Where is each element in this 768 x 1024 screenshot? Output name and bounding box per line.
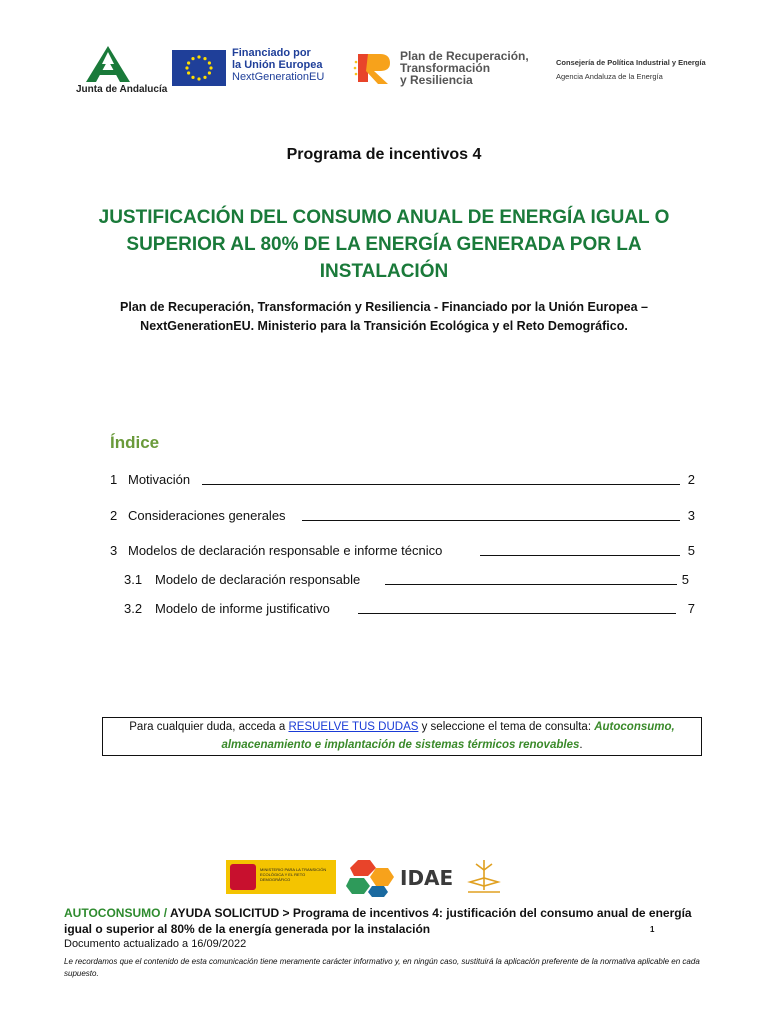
legal-disclaimer: Le recordamos que el contenido de esta comunicación tiene meramente carácter informativo y, en ningún caso, sustituirá la aplicación preferente de la normativa aplicable en cada supuesto. xyxy=(64,957,700,978)
ministerio-label: MINISTERIO PARA LA TRANSICIÓN ECOLÓGICA Y EL RETO DEMOGRÁFICO xyxy=(260,867,327,882)
toc-label: Modelo de declaración responsable xyxy=(155,572,361,587)
breadcrumb-separator: / xyxy=(160,906,171,920)
consejeria-label xyxy=(556,56,706,84)
breadcrumb-ayuda-solicitud[interactable]: AYUDA SOLICITUD xyxy=(170,906,280,920)
toc-label: Motivación xyxy=(128,472,191,487)
eu-line-1: Financiado por xyxy=(232,47,311,59)
idae-logo xyxy=(344,856,454,898)
help-middle: y seleccione el tema de consulta: xyxy=(418,721,595,733)
resuelve-tus-dudas-link[interactable]: RESUELVE TUS DUDAS xyxy=(288,721,419,733)
prtr-line-2: Transformación xyxy=(400,61,491,75)
breadcrumb-current: Programa de incentivos 4: justificación del consumo anual de energía igual o superior al 80% de la energía generada por la instalación xyxy=(64,906,692,936)
toc-item-modelos[interactable] xyxy=(110,542,695,560)
prtr-label xyxy=(400,50,529,86)
eu-flag-icon xyxy=(172,50,226,86)
breadcrumb-autoconsumo[interactable]: AUTOCONSUMO xyxy=(64,906,161,920)
help-topic: Autoconsumo, almacenamiento e implantación de sistemas térmicos renovables xyxy=(221,721,675,751)
eu-line-2: la Unión Europea xyxy=(232,59,323,71)
toc-leader xyxy=(385,571,677,585)
toc-item-declaracion[interactable] xyxy=(124,571,689,589)
prtr-logo-icon xyxy=(352,50,394,86)
document-date: Documento actualizado a 16/09/2022 xyxy=(64,938,247,950)
toc-page-number: 5 xyxy=(687,543,695,558)
help-prefix: Para cualquier duda, acceda a xyxy=(129,721,289,733)
toc-page-number: 5 xyxy=(681,572,689,587)
toc-label: Modelo de informe justificativo xyxy=(155,601,330,616)
junta-emblem-icon xyxy=(82,44,134,84)
toc-number: 3.2 xyxy=(124,601,143,616)
document-subtitle: Plan de Recuperación, Transformación y Resiliencia - Financiado por la Unión Europea – NextGenerationEU. Ministerio para la Transición Ecológica y el Reto Demográfico. xyxy=(120,300,648,333)
toc-page-number: 7 xyxy=(687,601,695,616)
toc-leader xyxy=(480,542,680,556)
breadcrumb-separator: > xyxy=(279,906,293,920)
toc-item-informe[interactable] xyxy=(124,600,695,618)
footer-breadcrumb xyxy=(64,905,704,937)
toc-leader xyxy=(302,507,680,521)
toc-number: 3.1 xyxy=(124,572,143,587)
solar-panel-icon xyxy=(464,856,504,896)
consejeria-line-2: Agencia Andaluza de la Energía xyxy=(556,72,663,81)
index-heading: Índice xyxy=(110,433,160,452)
toc-label: Modelos de declaración responsable e informe técnico xyxy=(128,543,443,558)
help-box xyxy=(102,717,702,756)
idae-label: IDAE xyxy=(400,866,454,890)
help-suffix: . xyxy=(579,739,583,751)
ministerio-logo xyxy=(226,860,336,894)
document-title: JUSTIFICACIÓN DEL CONSUMO ANUAL DE ENERGÍA IGUAL O SUPERIOR AL 80% DE LA ENERGÍA GENERADA POR LA INSTALACIÓN xyxy=(98,207,670,282)
toc-item-consideraciones[interactable] xyxy=(110,507,695,525)
junta-de-andalucia-logo xyxy=(76,44,168,98)
consejeria-line-1: Consejería de Política Industrial y Energía xyxy=(556,58,706,67)
program-heading: Programa de incentivos 4 xyxy=(286,146,482,163)
toc-page-number: 2 xyxy=(687,472,695,487)
eu-line-3: NextGenerationEU xyxy=(232,71,325,83)
page-number: 1 xyxy=(650,925,655,934)
junta-label: Junta de Andalucía xyxy=(76,84,168,95)
toc-page-number: 3 xyxy=(687,508,695,523)
idae-emblem-icon xyxy=(344,856,400,898)
toc-number: 3 xyxy=(110,543,118,558)
toc-number: 2 xyxy=(110,508,118,523)
toc-number: 1 xyxy=(110,472,118,487)
prtr-line-3: y Resiliencia xyxy=(400,73,473,87)
toc-label: Consideraciones generales xyxy=(128,508,286,523)
toc-leader xyxy=(202,471,680,485)
coat-of-arms-icon xyxy=(230,864,256,890)
toc-item-motivacion[interactable] xyxy=(110,471,695,489)
prtr-line-1: Plan de Recuperación, xyxy=(400,49,529,63)
toc-leader xyxy=(358,600,676,614)
eu-funding-label xyxy=(232,47,324,83)
